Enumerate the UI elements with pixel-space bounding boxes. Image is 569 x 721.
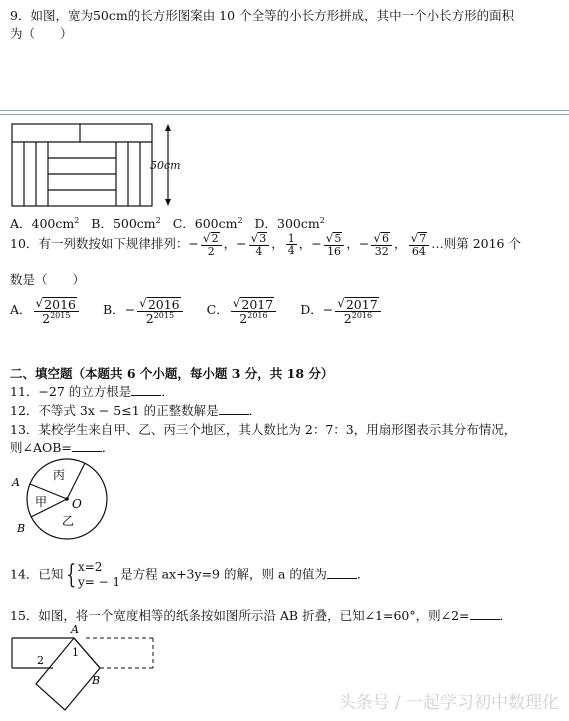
q10-option-numerator: [137, 296, 182, 312]
radical-icon: √: [139, 296, 147, 310]
q10-term-denominator: 32: [374, 244, 389, 258]
q14-answer-blank[interactable]: [327, 566, 357, 579]
radicand: 7: [419, 232, 427, 245]
q10-term-denominator: 2: [207, 244, 215, 258]
q14: [10, 560, 369, 590]
q10-term-denominator: 4: [255, 244, 263, 258]
q10-term-numerator: [201, 232, 222, 246]
q9-option-b: B．$500cm^2$: [91, 215, 161, 231]
q10-option-sign: −: [322, 302, 334, 318]
q11-answer-blank[interactable]: [131, 383, 161, 396]
radical-icon: √: [250, 231, 259, 245]
q14-prefix: 14．已知: [10, 566, 64, 582]
q10-line2: 数是（ ）: [10, 272, 86, 287]
q10-option-numerator: [231, 296, 276, 312]
q10-separator: ，: [271, 236, 284, 252]
q10-suffix: …则第 2016 个: [431, 236, 521, 252]
page-divider-top: [0, 110, 569, 111]
radical-icon: √: [373, 231, 382, 245]
q10-term-sign: −: [236, 236, 247, 252]
q10-term-fraction: [286, 233, 297, 257]
q12-text: 12．不等式 3x − 5≤1 的正整数解是: [10, 403, 219, 418]
power-exponent: 2016: [247, 310, 268, 320]
sqrt-symbol: [337, 297, 378, 311]
sqrt-symbol: [251, 232, 268, 245]
q10-option: [300, 296, 382, 327]
q10-option-fraction: [231, 296, 276, 325]
watermark: 头条号 / 一起学习初中数理化: [338, 693, 559, 713]
q10-option-fraction: [335, 296, 380, 325]
q11-end: ．: [161, 384, 174, 399]
q15-label-a: A: [71, 623, 79, 636]
q10-term-sign: −: [188, 236, 199, 252]
q10-line1: [10, 232, 521, 257]
q15-folded-strip-figure: [8, 622, 158, 712]
q10-term-fraction: [409, 232, 430, 257]
q9-line2: 为（ ）: [10, 26, 73, 41]
section2-title: 二、填空题（本题共 6 个小题，每小题 3 分，共 18 分）: [10, 366, 334, 381]
q10-term-numerator: 1: [287, 231, 295, 245]
q10-term: [407, 231, 432, 258]
q10-term-sign: −: [311, 236, 322, 252]
q9-option-c: C．$600cm^2$: [172, 215, 243, 231]
radicand: 3: [259, 232, 267, 245]
q10-term: [311, 231, 346, 258]
sqrt-symbol: [373, 232, 390, 245]
q10-term-fraction: [249, 232, 270, 257]
q15-label-2: 2: [37, 654, 44, 667]
q10-option-denominator: [237, 312, 269, 325]
q14-system: [78, 560, 120, 590]
q10-option: [206, 296, 279, 327]
q15-answer-blank[interactable]: [470, 607, 500, 620]
q10-term: [358, 231, 394, 258]
q10-term: [236, 231, 271, 258]
q10-option-numerator: [335, 296, 380, 312]
radical-icon: √: [325, 231, 334, 245]
q13-line2-text: 则∠AOB=: [10, 440, 72, 455]
q13-line2: [10, 438, 114, 456]
q13-answer-blank[interactable]: [72, 439, 102, 452]
q14-eq2: y= − 1: [77, 575, 121, 589]
q10-term-numerator: [249, 232, 270, 246]
q10-option-label: C．: [206, 302, 229, 318]
radical-icon: √: [35, 296, 44, 310]
q12-answer-blank[interactable]: [219, 402, 249, 415]
q10-separator: ，: [298, 236, 312, 252]
q12-end: ．: [248, 403, 262, 418]
q10-term-fraction: [201, 232, 222, 257]
q11: [10, 382, 174, 400]
q15-label-1: 1: [72, 646, 79, 659]
q10-option-fraction: [137, 296, 182, 325]
q10-term-numerator: [371, 232, 392, 246]
q13-label-a: A: [12, 476, 20, 489]
sqrt-symbol: [36, 297, 77, 311]
q10-term: [188, 231, 223, 258]
q10-option: [10, 296, 81, 327]
q10-term-fraction: [371, 232, 392, 257]
q10-term-numerator: [409, 232, 430, 246]
q15-label-b: B: [92, 674, 101, 687]
power-base: 2: [145, 311, 154, 327]
radical-icon: √: [202, 231, 211, 245]
q10-option-label: B．: [103, 302, 125, 318]
q14-end: ．: [356, 566, 370, 582]
q13-end: ．: [101, 440, 115, 455]
sqrt-symbol: [139, 297, 180, 311]
sqrt-symbol: [203, 232, 220, 245]
radicand: 6: [382, 232, 390, 245]
sqrt-symbol: [233, 297, 274, 311]
q13-label-o: O: [72, 497, 82, 511]
q10-term-fraction: [324, 232, 345, 257]
q10-term-denominator: 16: [327, 244, 342, 258]
radicand: 5: [334, 232, 342, 245]
q15-text: 15．如图，将一个宽度相等的纸条按如图所示沿 AB 折叠，已知∠1=60°，则∠2=: [10, 608, 470, 623]
sqrt-symbol: [326, 232, 343, 245]
q9-options: [10, 214, 325, 232]
radicand: 2016: [147, 297, 180, 312]
q12: [10, 401, 261, 419]
q13-label-b: B: [17, 522, 26, 535]
radicand: 2016: [44, 297, 76, 312]
radicand: 2017: [241, 297, 274, 312]
power-base: 2: [239, 311, 248, 327]
q14-middle: 是方程 ax+3y=9 的解，则 a 的值为: [120, 566, 327, 582]
q10-term: [284, 231, 299, 258]
q10-option: [103, 296, 185, 327]
radicand: 2017: [345, 297, 378, 312]
q10-option-denominator: [40, 312, 72, 325]
q14-eq1: x=2: [77, 560, 103, 574]
q9-line1: 9．如图，宽为50cm的长方形图案由 10 个全等的小长方形拼成，其中一个小长方形的面积: [10, 8, 515, 23]
power-base: 2: [42, 311, 51, 327]
q13-line1: 13．某校学生来自甲、乙、丙三个地区，其人数比为 2：7：3，用扇形图表示其分布情况，: [10, 422, 517, 437]
q10-prefix: 10．有一列数按如下规律排列：: [10, 236, 189, 252]
q13-label-yi: 乙: [62, 514, 75, 528]
q13-label-bing: 丙: [53, 468, 66, 482]
q10-term-sign: −: [358, 236, 370, 252]
q10-term-denominator: 64: [411, 244, 426, 258]
q9-width-label: 50cm: [150, 159, 181, 172]
q13-label-jia: 甲: [35, 495, 48, 509]
q10-term-denominator: 4: [287, 244, 295, 258]
power-exponent: 2015: [153, 310, 175, 320]
radicand: 2: [211, 232, 219, 245]
q10-separator: ，: [346, 236, 359, 252]
page-divider-bottom: [0, 114, 569, 115]
radical-icon: √: [232, 296, 241, 310]
q10-option-fraction: [34, 296, 79, 325]
radical-icon: √: [410, 231, 419, 245]
sqrt-symbol: [411, 232, 428, 245]
q10-separator: ，: [394, 236, 407, 252]
q10-option-label: A．: [10, 302, 32, 318]
q15-end: ．: [499, 608, 513, 623]
q9-option-a: A．$400cm^2$: [10, 215, 80, 231]
radical-icon: √: [337, 296, 345, 310]
q14-brace: {: [66, 560, 77, 590]
q11-text: 11．−27 的立方根是: [10, 384, 132, 399]
q9-option-d: D．$300cm^2$: [254, 215, 325, 231]
q10-option-denominator: [342, 312, 374, 325]
q10-option-denominator: [144, 312, 176, 325]
q10-separator: ，: [223, 236, 237, 252]
q10-option-numerator: [34, 296, 79, 312]
power-exponent: 2015: [50, 310, 71, 320]
q13-pie-figure: [5, 455, 125, 541]
power-base: 2: [343, 311, 352, 327]
q10-term-numerator: [324, 232, 345, 246]
power-exponent: 2016: [351, 310, 373, 320]
q10-option-sign: −: [124, 302, 136, 318]
q10-options: [10, 296, 405, 325]
q10-sequence: [188, 231, 431, 258]
q10-option-label: D．: [300, 302, 323, 318]
